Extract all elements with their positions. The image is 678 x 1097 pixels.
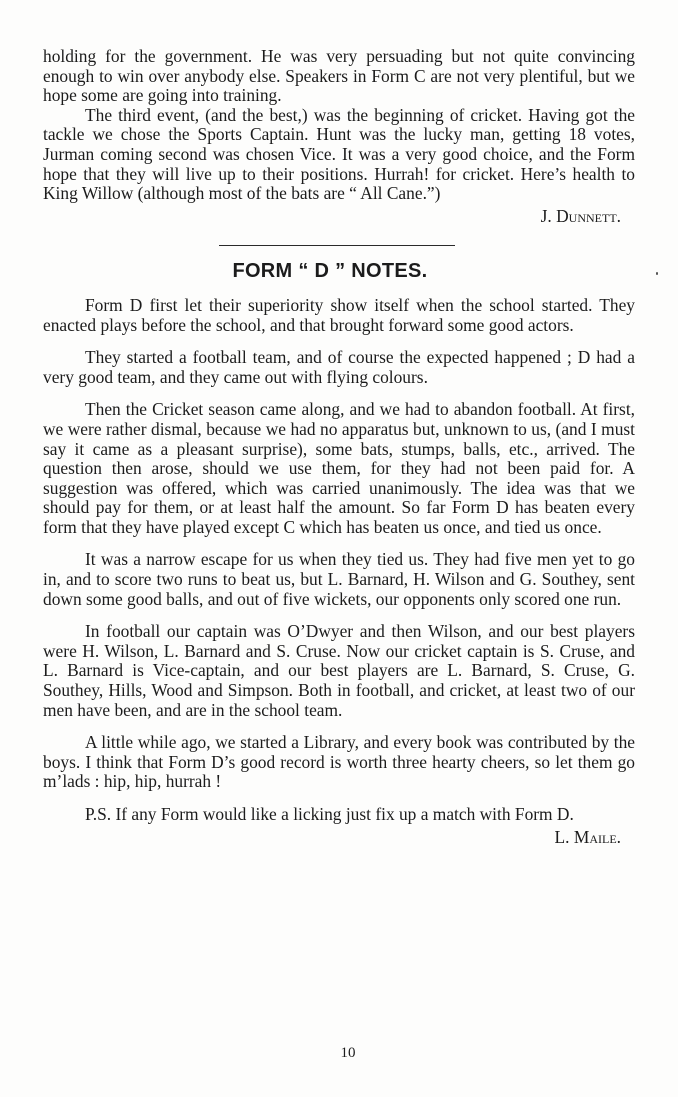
print-speck <box>656 272 658 275</box>
paragraph: Then the Cricket season came along, and we had to abandon football. At first, we were rather dismal, because we had no apparatus but, unknown to us, (and I must say it came as a pleasant surprise), some bats, stumps, balls, etc., arrived. The question then arose, should we use them, for they had not been paid for. A suggestion was offered, which was carried unanimously. The idea was that we should pay for them, or at least half the amount. So far Form D has beaten every form that they have played except C which has beaten us once, and tied us once. <box>43 399 635 537</box>
paragraph: They started a football team, and of course the expected happened ; D had a very good team, and they came out with flying colours. <box>43 347 635 387</box>
paragraph: P.S. If any Form would like a licking just fix up a match with Form D. <box>85 804 574 824</box>
author-signature: L. Maile. <box>554 826 621 847</box>
form-d-notes <box>43 262 635 847</box>
section-heading: FORM “ D ” NOTES. <box>232 260 428 283</box>
paragraph: The third event, (and the best,) was the beginning of cricket. Having got the tackle we chose the Sports Captain. Hunt was the lucky man, getting 18 votes, Jurman coming second was chosen Vice. It was a very good choice, and the Form hope that they will live up to their positions. Hurrah! for cricket. Here’s health to King Willow (although most of the bats are “ All Cane.”) <box>43 104 635 204</box>
paragraph: A little while ago, we started a Library, and every book was contributed by the boys. I think that Form D’s good record is worth three hearty cheers, so let them go m’lads : hip, hip, hurrah ! <box>43 732 635 792</box>
section-divider <box>219 245 455 246</box>
paragraph: holding for the government. He was very persuading but not quite convincing enough to win over anybody else. Speakers in Form C are not very plentiful, but we hope some are going into training. <box>43 46 635 106</box>
text-column <box>43 47 635 847</box>
form-c-notes-continued <box>43 47 635 226</box>
paragraph: In football our captain was O’Dwyer and then Wilson, and our best players were H. Wilson, L. Barnard and S. Cruse. Now our cricket captain is S. Cruse, and L. Barnard is Vice-captain, and our best players are L. Barnard, S. Cruse, G. Southey, Hills, Wood and Simpson. Both in football, and cricket, at least two of our men have been, and are in the school team. <box>43 621 635 720</box>
page-number: 10 <box>340 1045 356 1061</box>
paragraph: Form D first let their superiority show itself when the school started. They enacted plays before the school, and that brought forward some good actors. <box>43 294 635 335</box>
paragraph: It was a narrow escape for us when they tied us. They had five men yet to go in, and to score two runs to beat us, but L. Barnard, H. Wilson and G. Southey, sent down some good balls, and out of five wickets, our opponents only scored one run. <box>43 549 635 609</box>
author-signature: J. Dunnett. <box>540 205 621 226</box>
